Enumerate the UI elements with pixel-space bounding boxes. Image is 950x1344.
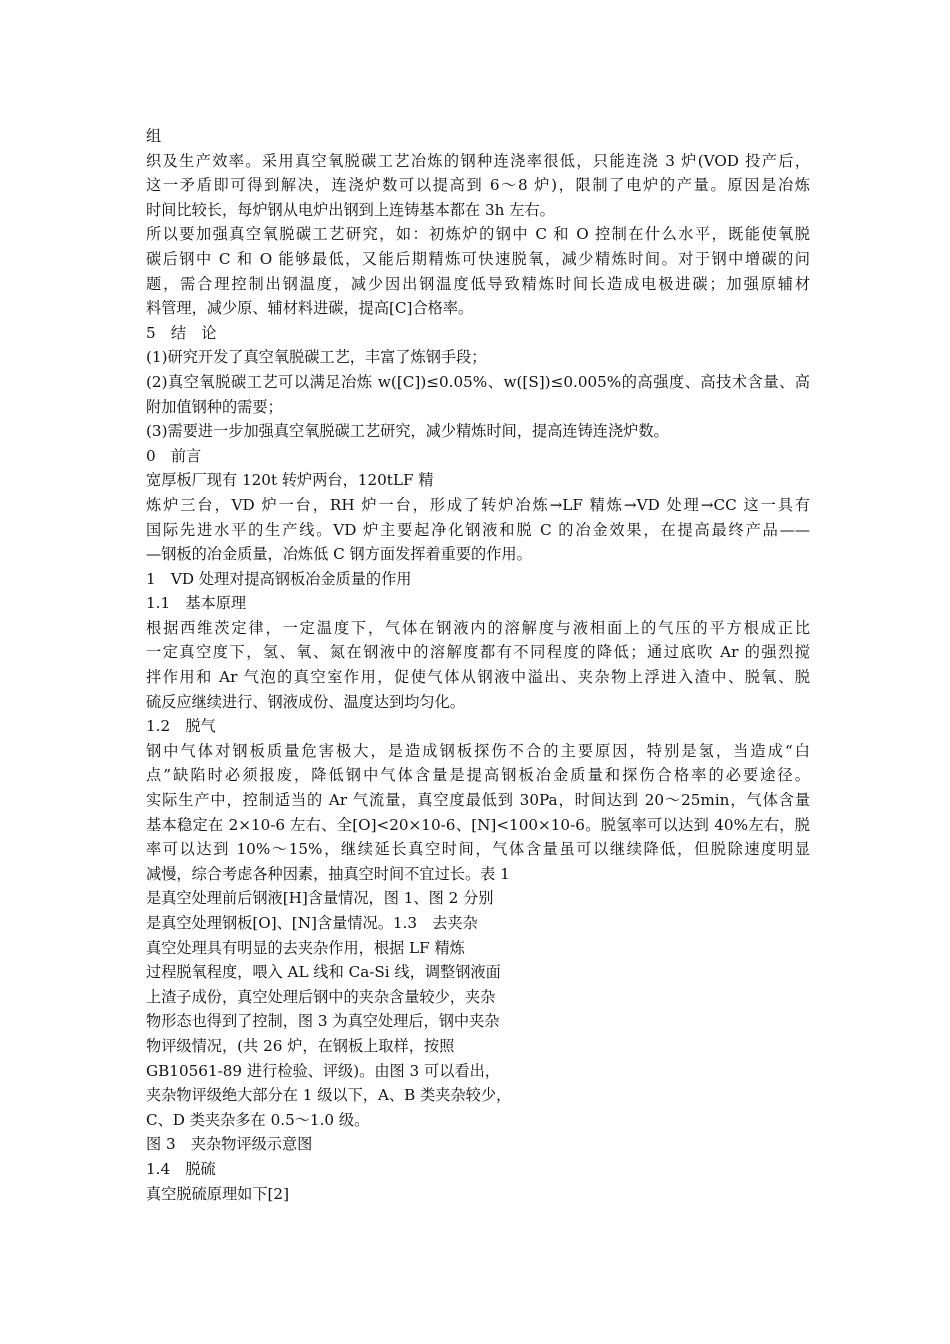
text-line: 物形态也得到了控制，图 3 为真空处理后，钢中夹杂 bbox=[146, 1012, 500, 1031]
text-line: 钢中气体对钢板质量危害极大，是造成钢板探伤不合的主要原因，特别是氢，当造成“白 bbox=[146, 741, 810, 760]
text-line: 0 前言 bbox=[146, 446, 202, 465]
document-body bbox=[146, 124, 810, 1206]
text-line: C、D 类夹杂多在 0.5～1.0 级。 bbox=[146, 1110, 370, 1129]
text-line: 1 VD 处理对提高钢板冶金质量的作用 bbox=[146, 569, 412, 588]
text-line: (3)需要进一步加强真空氧脱碳工艺研究，减少精炼时间，提高连铸连浇炉数。 bbox=[146, 422, 669, 441]
text-line: 夹杂物评级绝大部分在 1 级以下，A、B 类夹杂较少， bbox=[146, 1086, 512, 1105]
text-line: 基本稳定在 2×10-6 左右、全[O]<20×10-6、[N]<100×10-6。脱氢率可以达到 40%左右，脱 bbox=[146, 815, 810, 834]
text-line: 真空脱硫原理如下[2] bbox=[146, 1184, 290, 1203]
text-line: 5 结 论 bbox=[146, 323, 217, 342]
text-line: 图 3 夹杂物评级示意图 bbox=[146, 1135, 313, 1154]
text-line: 是真空处理前后钢液[H]含量情况，图 1、图 2 分别 bbox=[146, 889, 494, 908]
text-line: 时间比较长，每炉钢从电炉出钢到上连铸基本都在 3h 左右。 bbox=[146, 200, 555, 219]
text-line: 1.2 脱气 bbox=[146, 717, 216, 736]
text-line: 硫反应继续进行、钢液成份、温度达到均匀化。 bbox=[146, 692, 465, 711]
text-line: 真空处理具有明显的去夹杂作用，根据 LF 精炼 bbox=[146, 938, 465, 957]
text-line: 一定真空度下，氢、氧、氮在钢液中的溶解度都有不同程度的降低；通过底吹 Ar 的强烈搅 bbox=[146, 643, 810, 662]
text-line: 这一矛盾即可得到解决，连浇炉数可以提高到 6～8 炉)，限制了电炉的产量。原因是冶炼 bbox=[146, 176, 810, 195]
text-line: 织及生产效率。采用真空氧脱碳工艺冶炼的钢种连浇率很低，只能连浇 3 炉(VOD 投产后， bbox=[146, 151, 810, 170]
text-line: 率可以达到 10%～15%，继续延长真空时间，气体含量虽可以继续降低，但脱除速度明显 bbox=[146, 840, 810, 859]
text-line: 料管理，减少原、辅材料进碳，提高[C]合格率。 bbox=[146, 299, 474, 318]
text-line: 附加值钢种的需要； bbox=[146, 397, 283, 416]
text-line: 国际先进水平的生产线。VD 炉主要起净化钢液和脱 C 的冶金效果，在提高最终产品—— bbox=[146, 520, 810, 539]
text-line: 碳后钢中 C 和 O 能够最低，又能后期精炼可快速脱氧，减少精炼时间。对于钢中增碳的问 bbox=[146, 249, 810, 268]
text-line: 炼炉三台，VD 炉一台，RH 炉一台，形成了转炉冶炼→LF 精炼→VD 处理→CC 这一具有 bbox=[146, 495, 810, 514]
text-line: 上渣子成份，真空处理后钢中的夹杂含量较少，夹杂 bbox=[146, 987, 496, 1006]
text-line: 1.4 脱硫 bbox=[146, 1159, 216, 1178]
text-line: 点”缺陷时必须报废，降低钢中气体含量是提高钢板冶金质量和探伤合格率的必要途径。 bbox=[146, 766, 810, 785]
text-line: 是真空处理钢板[O]、[N]含量情况。1.3 去夹杂 bbox=[146, 914, 478, 932]
text-line: 组 bbox=[146, 127, 162, 145]
text-line: (2)真空氧脱碳工艺可以满足冶炼 w([C])≤0.05%、w([S])≤0.005%的高强度、高技术含量、高 bbox=[146, 372, 810, 391]
text-line: 减慢，综合考虑各种因素，抽真空时间不宜过长。表 1 bbox=[146, 864, 510, 883]
text-line: 过程脱氧程度，喂入 AL 线和 Ca-Si 线，调整钢液面 bbox=[146, 963, 501, 982]
text-line: —钢板的冶金质量，冶炼低 C 钢方面发挥着重要的作用。 bbox=[146, 545, 532, 564]
text-line: 实际生产中，控制适当的 Ar 气流量，真空度最低到 30Pa，时间达到 20～25min，气体含量 bbox=[146, 791, 810, 810]
text-line: 1.1 基本原理 bbox=[146, 594, 247, 613]
text-line: 所以要加强真空氧脱碳工艺研究，如：初炼炉的钢中 C 和 O 控制在什么水平，既能使氧脱 bbox=[146, 225, 810, 244]
text-line: 物评级情况，(共 26 炉，在钢板上取样，按照 bbox=[146, 1036, 455, 1055]
text-line: 宽厚板厂现有 120t 转炉两台，120tLF 精 bbox=[146, 471, 434, 490]
text-line: 拌作用和 Ar 气泡的真空室作用，促使气体从钢液中溢出、夹杂物上浮进入渣中、脱氧、脱 bbox=[146, 668, 810, 687]
text-line: 题，需合理控制出钢温度，减少因出钢温度低导致精炼时间长造成电极进碳；加强原辅材 bbox=[146, 274, 810, 293]
text-line: GB10561-89 进行检验、评级)。由图 3 可以看出， bbox=[146, 1061, 500, 1080]
text-line: 根据西维茨定律，一定温度下，气体在钢液内的溶解度与液相面上的气压的平方根成正比 bbox=[146, 618, 810, 637]
text-line: (1)研究开发了真空氧脱碳工艺，丰富了炼钢手段； bbox=[146, 348, 487, 367]
